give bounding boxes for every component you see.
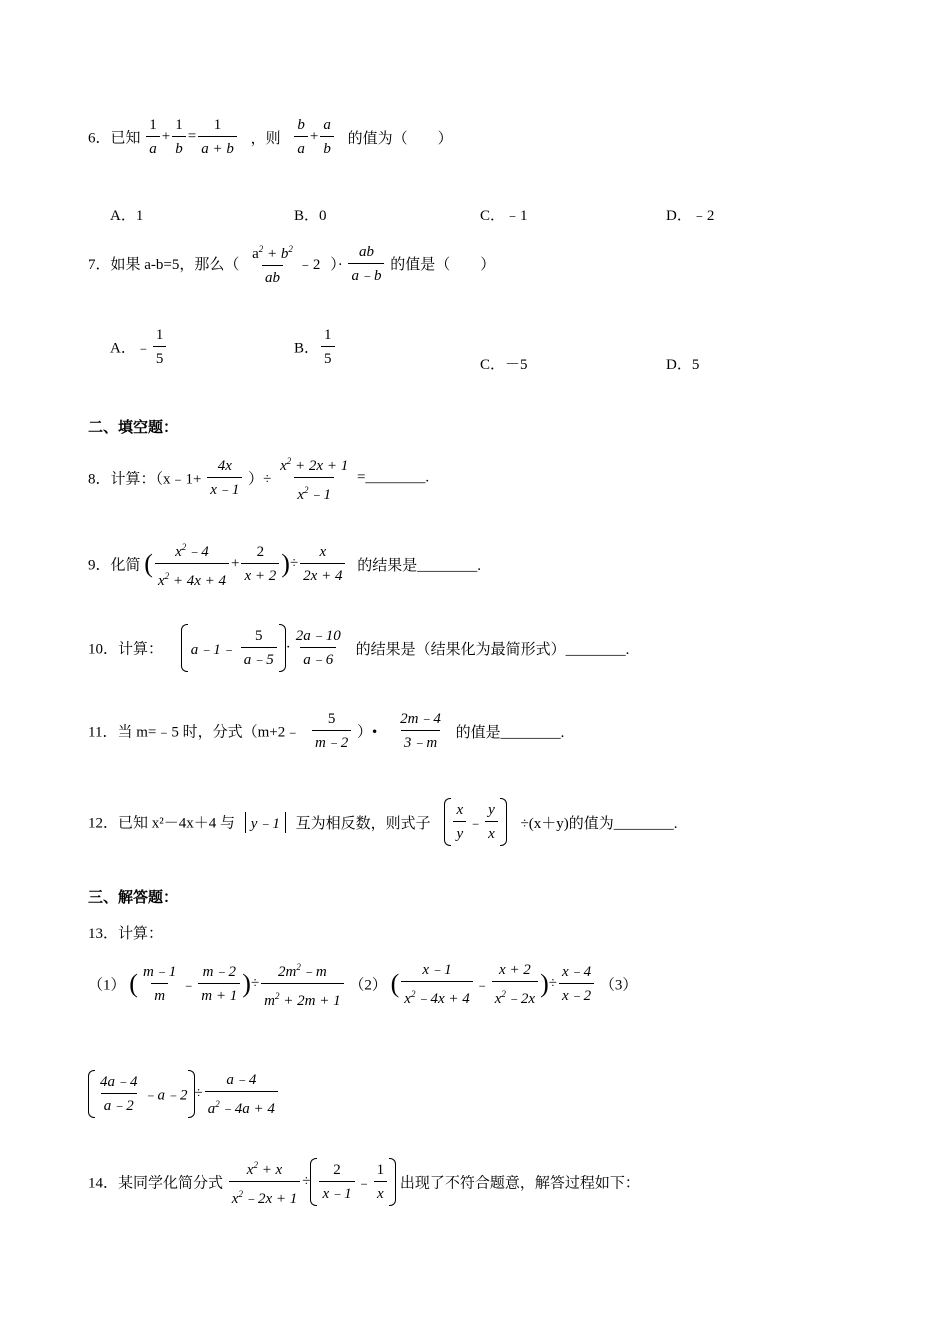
q8-prefix: 8．计算：（x﹣1+	[88, 471, 202, 488]
fraction: $\frac{x﹣4}{x﹣2}$	[559, 963, 594, 1005]
q12-mid: 互为相反数，则式子	[295, 815, 431, 832]
fraction: $\frac{b}{a}$	[294, 116, 308, 158]
fraction: $\frac{1}{a}$	[146, 116, 160, 158]
q6-option-a: A．1	[110, 208, 144, 224]
fraction: $\frac{x^2 + x}{x^2﹣2x + 1}$	[229, 1156, 300, 1208]
q14-suffix: 出现了不符合题意，解答过程如下：	[399, 1175, 640, 1192]
fraction: $\frac{x^2﹣4}{x^2 + 4x + 4}$	[155, 538, 229, 590]
q8-mid: ）÷	[248, 471, 272, 488]
q6-mid: ，则	[250, 130, 281, 147]
question-10: 10．计算： a﹣1﹣ $\frac{5}{a﹣5}$ · $\frac{2a﹣10}{a﹣6}$ 的结果是（结果化为最简形式）________.	[88, 624, 629, 672]
q6-option-d: D．﹣2	[666, 208, 715, 224]
fraction: $\frac{m﹣1}{m}$	[142, 964, 177, 1004]
fraction: $\frac{x}{2x + 4}$	[300, 543, 345, 585]
q12-suffix: ÷(x＋y)的值为________.	[520, 815, 678, 832]
section-2-heading: 二、填空题：	[88, 418, 179, 436]
q7-option-a: A．﹣ $\frac{1}{5}$	[110, 326, 168, 368]
fraction: $\frac{x}{y}$	[453, 801, 466, 843]
q7-option-d: D．5	[666, 357, 700, 373]
q11-suffix: 的值是________.	[455, 724, 565, 741]
fraction: $\frac{2}{x﹣1}$	[319, 1161, 354, 1203]
question-9: 9．化简 ( $\frac{x^2﹣4}{x^2 + 4x + 4}$ + $\frac{2}{x + 2}$ )÷ $\frac{x}{2x + 4}$ 的结果是________.	[88, 538, 481, 590]
fraction: $\frac{5}{a﹣5}$	[241, 627, 277, 669]
q9-suffix: 的结果是________.	[357, 557, 481, 574]
fraction: $\frac{1}{5}$	[321, 326, 335, 368]
fraction: $\frac{2m^2﹣m}{m^2 + 2m + 1}$	[261, 958, 343, 1010]
q12-prefix: 12．已知 x²－4x＋4 与	[88, 815, 235, 832]
fraction: $\frac{1}{a + b}$	[198, 116, 237, 158]
question-14: 14．某同学化简分式 $\frac{x^2 + x}{x^2﹣2x + 1}$ ÷ $\frac{2}{x﹣1}$ ﹣ $\frac{1}{x}$ 出现了不符合题意，解答过程如下：	[88, 1156, 640, 1208]
fraction: $\frac{x^2 + 2x + 1}{x^2﹣1}$	[280, 456, 349, 503]
q7-suffix: 的值是（ ）	[390, 257, 496, 273]
question-11	[88, 710, 564, 752]
question-8	[88, 452, 429, 504]
q11-prefix: 11．当 m=﹣5 时，分式（m+2﹣	[88, 724, 301, 741]
q7-mid: ）·	[330, 257, 343, 273]
q7-option-b	[294, 326, 337, 368]
q14-prefix: 14．某同学化简分式	[88, 1175, 224, 1192]
fraction: $\frac{1}{b}$	[172, 116, 186, 158]
q13-part-1: （1）	[88, 977, 126, 994]
fraction: $\frac{1}{x}$	[374, 1161, 388, 1203]
fraction: $\frac{1}{5}$	[153, 326, 167, 368]
q13-parts-1-3: （1） ( $\frac{m﹣1}{m}$ ﹣ $\frac{m﹣2}{m + 1}$ )÷ $\frac{2m^2﹣m}{m^2 + 2m + 1}$ （2） ( $\frac{x﹣1}{x^2﹣4x + 4}$ ﹣ $\frac{x + 2}{x^2﹣2x}$ )÷ $\frac{x﹣4}{x﹣2}$ （3）	[88, 958, 637, 1010]
fraction: $\frac{y}{x}$	[485, 801, 498, 843]
q6-suffix: 的值为（ ）	[347, 130, 453, 147]
fraction: $\frac{2a﹣10}{a﹣6}$	[295, 628, 341, 668]
fraction: $\frac{x + 2}{x^2﹣2x}$	[492, 961, 538, 1008]
fraction: $\frac{m﹣2}{m + 1}$	[198, 963, 240, 1005]
q10-prefix: 10．计算：	[88, 641, 164, 658]
fraction: $\frac{2}{x + 2}$	[241, 543, 279, 585]
fraction: $\frac{a﹣4}{a^2﹣4a + 4}$	[205, 1071, 278, 1118]
section-3-heading: 三、解答题：	[88, 888, 179, 906]
fraction: $\frac{4a﹣4}{a﹣2}$	[100, 1074, 138, 1114]
q10-suffix: 的结果是（结果化为最简形式）________.	[355, 641, 630, 658]
q6-option-c: C．﹣1	[480, 208, 528, 224]
q11-mid: ）•	[357, 724, 378, 741]
q8-suffix: =________.	[356, 469, 430, 486]
q7-prefix: 7．如果 a-b=5，那么（	[88, 257, 240, 273]
q13-part-2: （2）	[349, 977, 387, 994]
fraction: $\frac{a}{b}$	[320, 116, 334, 158]
q6-prefix: 6．已知	[88, 130, 141, 147]
q13-part-3: （3）	[599, 977, 638, 994]
question-7: 7．如果 a-b=5，那么（ $\frac{a^2 + b^2}{ab}$ ﹣2 ）· $\frac{ab}{a﹣b}$ 的值是（ ）	[88, 240, 495, 287]
fraction: $\frac{5}{m﹣2}$	[312, 710, 351, 752]
fraction: $\frac{2m﹣4}{3﹣m}$	[400, 711, 441, 751]
fraction: $\frac{a^2 + b^2}{ab}$	[252, 244, 293, 286]
fraction: $\frac{4x}{x﹣1}$	[207, 457, 242, 499]
q13-label: 13．计算：	[88, 926, 164, 942]
question-12: 12．已知 x²－4x＋4 与 y﹣1 互为相反数，则式子 $\frac{x}{y}$ ﹣ $\frac{y}{x}$ ÷(x＋y)的值为________.	[88, 798, 678, 846]
question-6: 6．已知 $\frac{1}{a}$ + $\frac{1}{b}$ = $\frac{1}{a + b}$ ，则 $\frac{b}{a}$ + $\frac{a}{b}$ 的值为（ ）	[88, 117, 453, 157]
fraction: $\frac{ab}{a﹣b}$	[348, 243, 384, 285]
q13-part-3-expression: $\frac{4a﹣4}{a﹣2}$ ﹣a﹣2 ÷ $\frac{a﹣4}{a^2﹣4a + 4}$	[88, 1070, 280, 1118]
q7-option-c: C．－5	[480, 357, 528, 373]
q7-option-a-label: A．	[110, 340, 136, 357]
q6-option-b: B．0	[294, 208, 327, 224]
q7-option-b-label: B．	[294, 340, 320, 357]
fraction: $\frac{x﹣1}{x^2﹣4x + 4}$	[401, 961, 472, 1008]
q9-prefix: 9．化简	[88, 557, 141, 574]
